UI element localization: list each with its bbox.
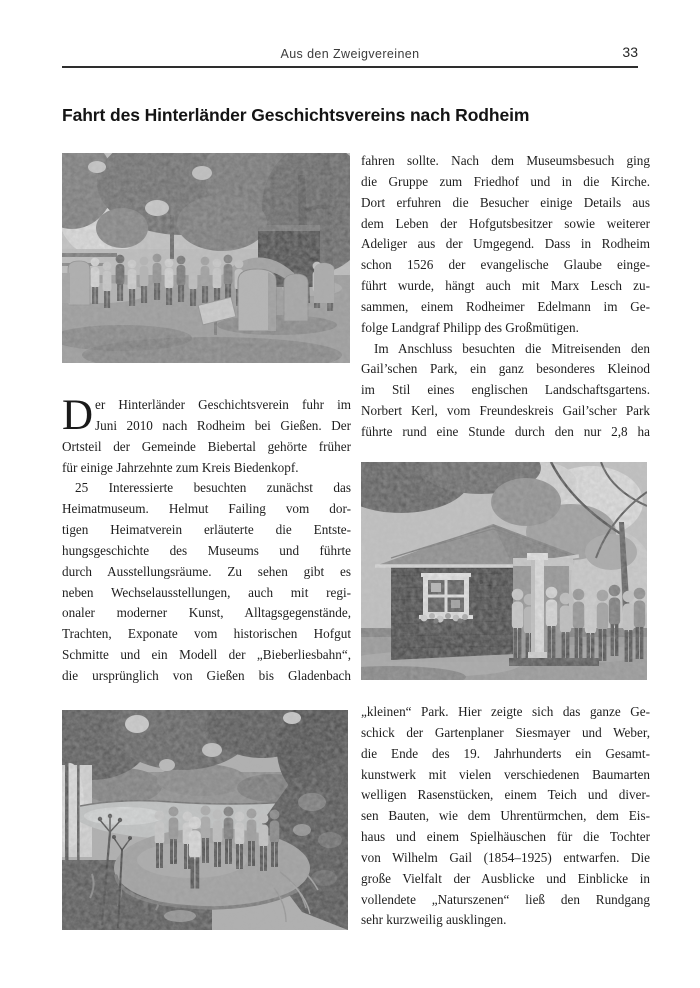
cemetery-group-photo	[62, 153, 350, 363]
text-line: 25 Interessierte besuchten zunächst das	[75, 480, 351, 496]
text-line: neben Wechselausstellungen, auch mit regi-	[62, 584, 351, 600]
text-line: tigen Heimatverein erläuterte die Entste-	[62, 522, 351, 538]
text-line: hungsgeschichte des Museums und führte	[62, 542, 351, 558]
right-column-bottom	[361, 702, 650, 931]
text-line: schick der Gartenplaner Siesmayer und Weber,	[361, 724, 650, 740]
text-line: dem Leben der Hofgutsbesitzer sowie weiterer	[361, 215, 650, 231]
text-line: große Vielfalt der Ausblicke und Einblicke in	[361, 870, 650, 886]
page-number: 33	[622, 44, 638, 60]
text-line: durch Ausstellungsräume. Zu sehen gibt es	[62, 563, 351, 579]
text-line: Trachten, Exponate vom historischen Hofgut	[62, 626, 351, 642]
text-line: er Hinterländer Geschichtsverein fuhr im	[95, 397, 351, 412]
text-line: „kleinen“ Park. Hier zeigte sich das ganze Ge-	[361, 704, 650, 719]
text-line: vollendete „Naturszenen“ ließ den Rundgang	[361, 891, 650, 907]
text-line: onaler moderner Kunst, Alltagsgegenstände,	[62, 605, 351, 621]
text-line: Juni 2010 nach Rodheim bei Gießen. Der	[95, 417, 351, 433]
text-line: Dort erfuhren die Besucher einige Details aus	[361, 194, 650, 210]
header-section-title: Aus den Zweigvereinen	[280, 47, 420, 61]
text-line: schon 1526 der evangelische Glaube einge-	[361, 257, 650, 273]
text-line: führt wurde, hängt auch mit Marx Lesch zu-	[361, 278, 650, 294]
text-line: Adeliger aus der Umgegend. Dass in Rodheim	[361, 236, 650, 252]
text-line: Heimatmuseum. Helmut Failing vom dor-	[62, 501, 351, 517]
cemetery-group-photo-image	[62, 153, 350, 363]
text-line: die Ende des 19. Jahrhunderts ein Gesamt-	[361, 745, 650, 761]
text-line: haus und einem Spielhäuschen für die Tochter	[361, 829, 650, 845]
text-line: Ortsteil der Gemeinde Biebertal gehörte früher	[62, 438, 351, 454]
text-line: folge Landgraf Philipp des Großmütigen.	[361, 319, 579, 335]
text-line: Schmitte und ein Modell der „Bieberliesbahn“,	[62, 647, 351, 663]
pond-terrace-photo	[62, 710, 348, 930]
left-column	[62, 392, 351, 687]
text-line: die Gruppe zum Friedhof und in die Kirche.	[361, 173, 650, 189]
text-line: Gail’schen Park, ein ganz besonderes Kleinod	[361, 361, 650, 377]
text-line: im Stil eines englischen Landschaftsgartens.	[361, 382, 650, 398]
text-line: für einige Jahrzehnte zum Kreis Biedenkopf.	[62, 459, 299, 475]
header-rule	[62, 66, 638, 68]
text-line: Norbert Kerl, vom Freundeskreis Gail’scher Park	[361, 403, 650, 419]
text-line: fahren sollte. Nach dem Museumsbesuch ging	[361, 153, 650, 168]
text-line: sammen, einem Rodheimer Edelmann im Ge-	[361, 298, 650, 314]
text-line: die ursprünglich von Gießen bis Gladenbach	[62, 667, 351, 683]
text-line: sen Bauten, wie dem Uhrentürmchen, dem Eis-	[361, 808, 650, 824]
text-line: welligen Rasenstücken, einem Teich und diver-	[361, 787, 650, 803]
text-line: von Wilhelm Gail (1854–1925) entwarfen. Die	[361, 849, 650, 865]
text-line: kunstwerk mit vielen verschiedenen Baumarten	[361, 766, 650, 782]
drop-cap: D	[62, 392, 94, 439]
garden-house-photo	[361, 462, 647, 680]
text-line: führte rund eine Stunde durch den nur 2,8 ha	[361, 423, 650, 439]
right-column-top	[361, 151, 650, 443]
pond-terrace-photo-image	[62, 710, 348, 930]
text-line: Im Anschluss besuchten die Mitreisenden den	[374, 340, 650, 356]
text-line: sehr kurzweilig ausklingen.	[361, 912, 507, 928]
garden-house-photo-image	[361, 462, 647, 680]
article-title: Fahrt des Hinterländer Geschichtsvereins nach Rodheim	[62, 104, 530, 125]
